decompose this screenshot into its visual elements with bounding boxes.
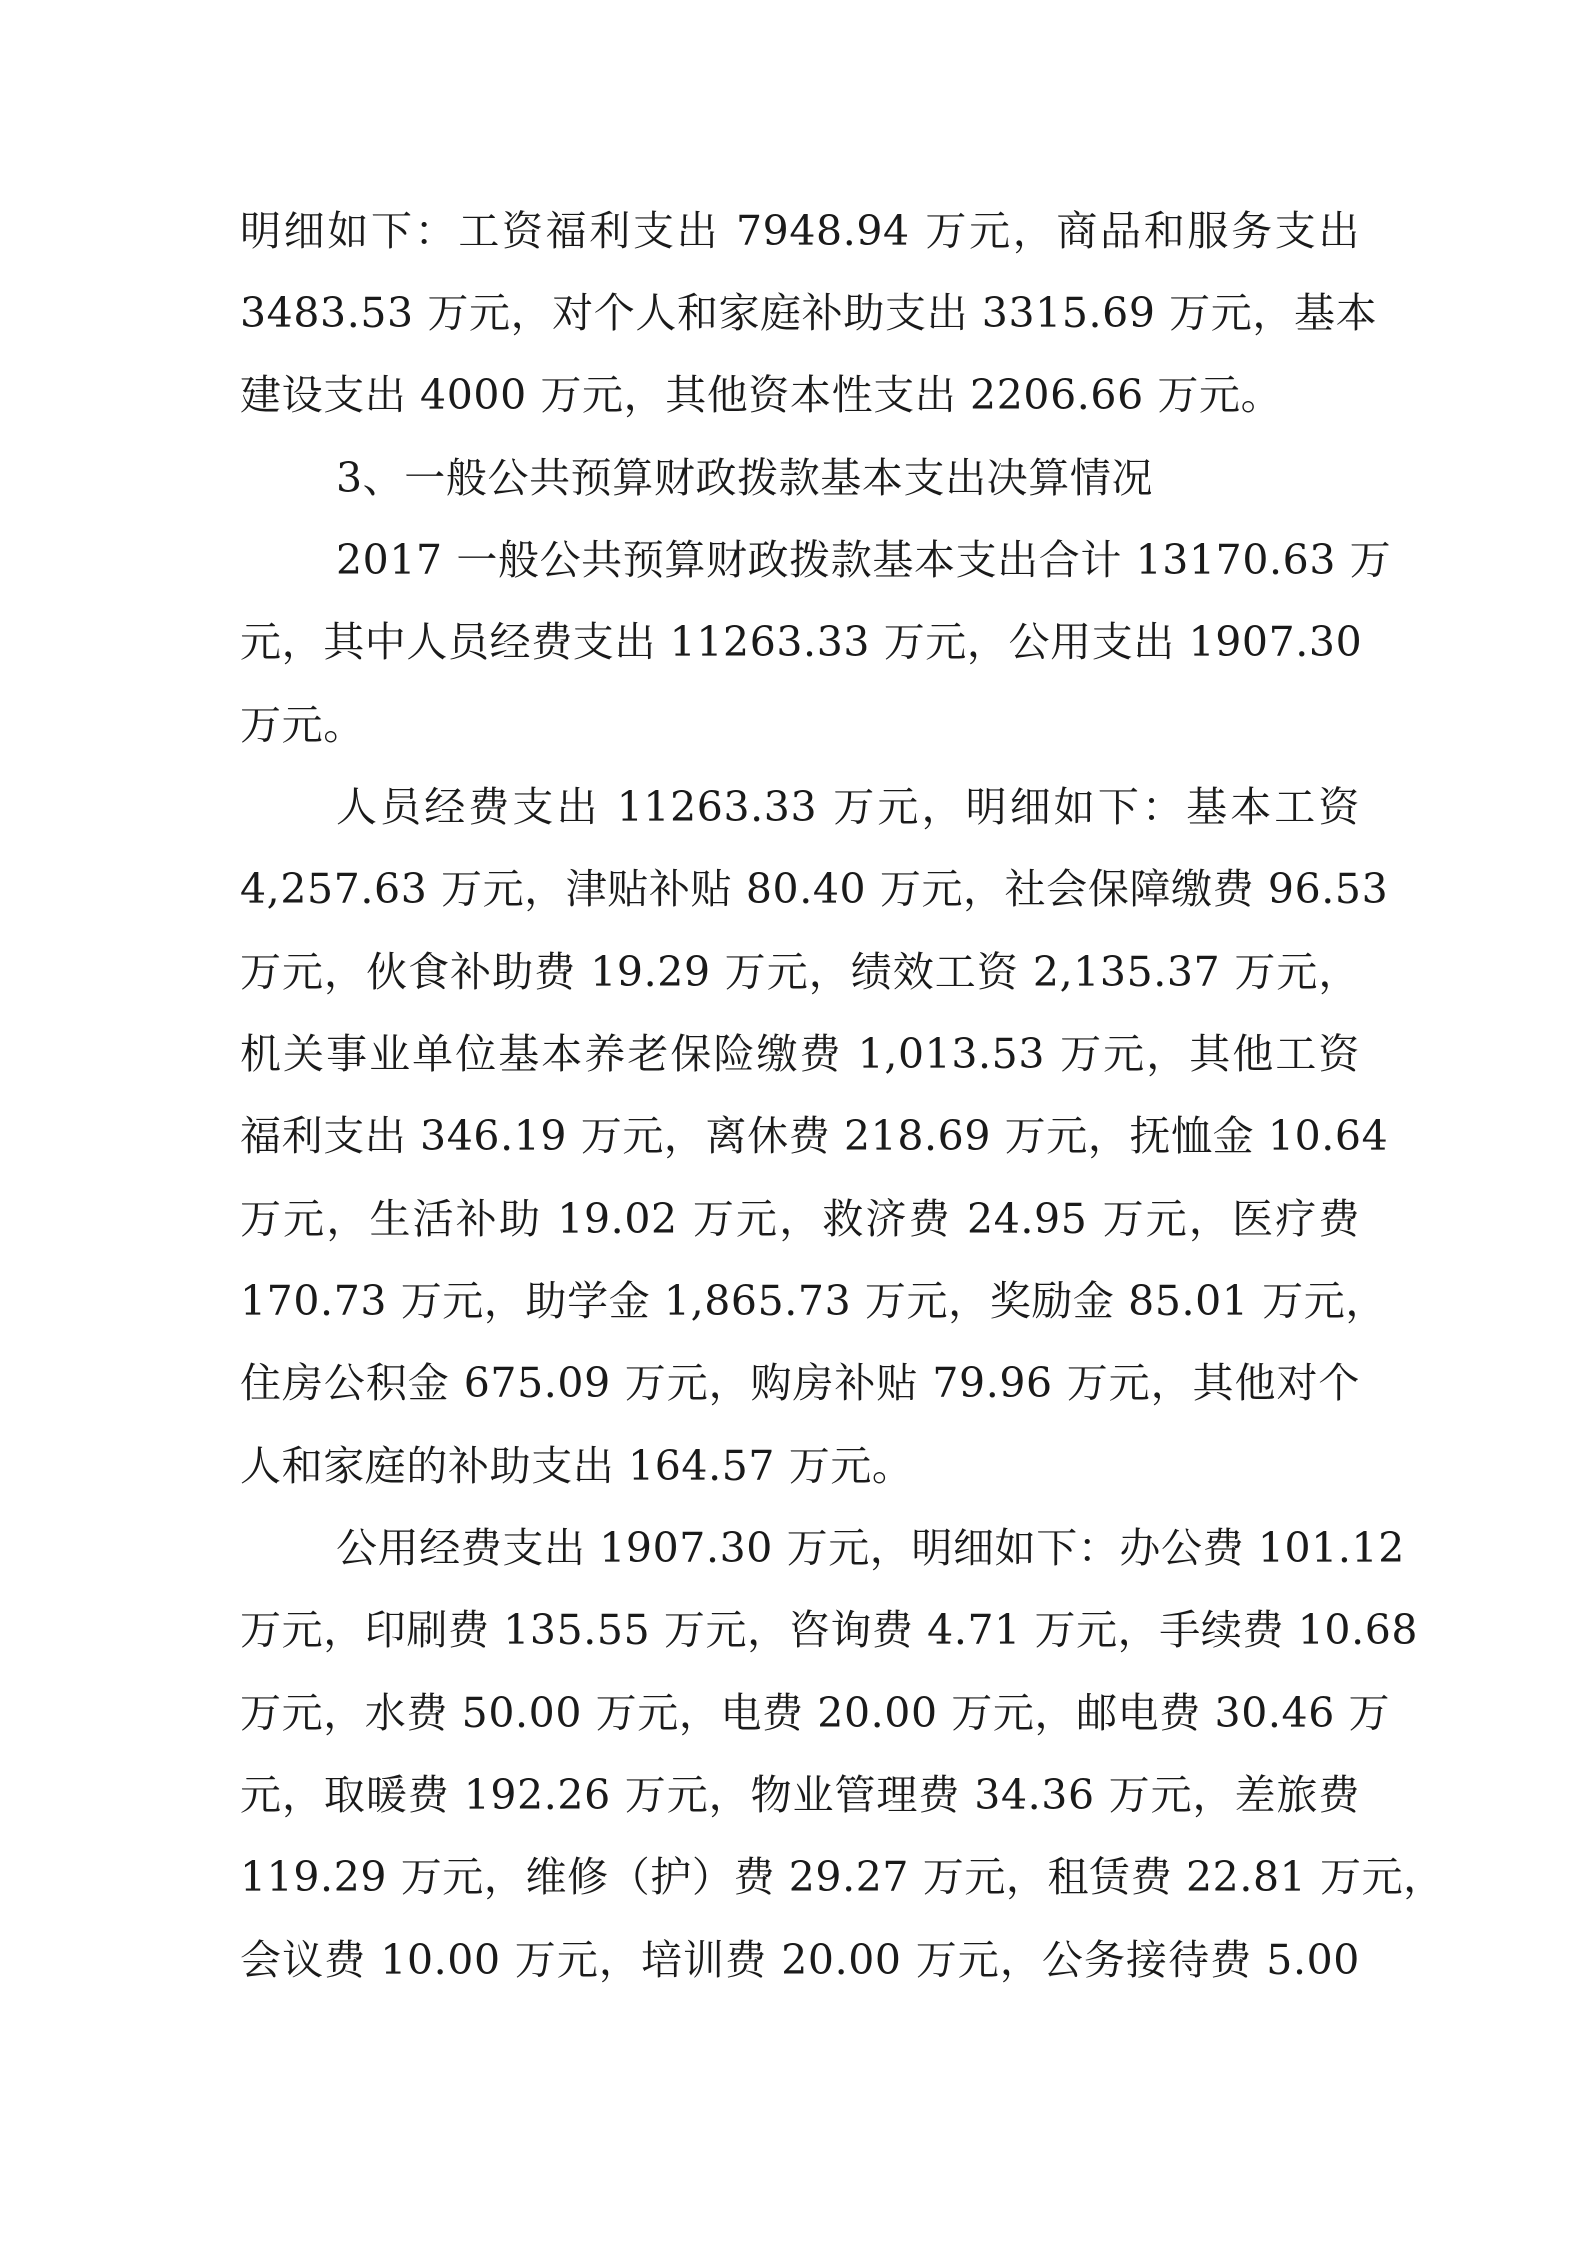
text-line: 170.73 万元，助学金 1,865.73 万元，奖励金 85.01 万元， <box>240 1277 1387 1325</box>
text-line: 万元，生活补助 19.02 万元，救济费 24.95 万元，医疗费 <box>240 1195 1360 1243</box>
text-line: 119.29 万元，维修（护）费 29.27 万元，租赁费 22.81 万元， <box>240 1853 1445 1901</box>
text-line: 机关事业单位基本养老保险缴费 1,013.53 万元，其他工资 <box>240 1030 1360 1078</box>
text-line: 2017 一般公共预算财政拨款基本支出合计 13170.63 万 <box>336 536 1392 584</box>
text-line: 人员经费支出 11263.33 万元，明细如下：基本工资 <box>336 783 1360 831</box>
text-line: 万元。 <box>240 701 365 749</box>
section-heading: 3、一般公共预算财政拨款基本支出决算情况 <box>336 454 1154 502</box>
text-line: 3483.53 万元，对个人和家庭补助支出 3315.69 万元，基本 <box>240 289 1378 337</box>
text-line: 人和家庭的补助支出 164.57 万元。 <box>240 1442 914 1490</box>
text-line: 建设支出 4000 万元，其他资本性支出 2206.66 万元。 <box>240 371 1283 419</box>
text-line: 公用经费支出 1907.30 万元，明细如下：办公费 101.12 <box>336 1524 1405 1572</box>
text-line: 4,257.63 万元，津贴补贴 80.40 万元，社会保障缴费 96.53 <box>240 865 1389 913</box>
text-line: 万元，伙食补助费 19.29 万元，绩效工资 2,135.37 万元， <box>240 948 1360 996</box>
text-line: 福利支出 346.19 万元，离休费 218.69 万元，抚恤金 10.64 <box>240 1112 1389 1160</box>
text-line: 元，取暖费 192.26 万元，物业管理费 34.36 万元，差旅费 <box>240 1771 1360 1819</box>
text-line: 元，其中人员经费支出 11263.33 万元，公用支出 1907.30 <box>240 618 1363 666</box>
text-line: 明细如下：工资福利支出 7948.94 万元，商品和服务支出 <box>240 207 1360 255</box>
text-line: 万元，水费 50.00 万元，电费 20.00 万元，邮电费 30.46 万 <box>240 1689 1391 1737</box>
text-line: 万元，印刷费 135.55 万元，咨询费 4.71 万元，手续费 10.68 <box>240 1606 1419 1654</box>
text-line: 会议费 10.00 万元，培训费 20.00 万元，公务接待费 5.00 <box>240 1936 1360 1984</box>
text-line: 住房公积金 675.09 万元，购房补贴 79.96 万元，其他对个 <box>240 1359 1360 1407</box>
